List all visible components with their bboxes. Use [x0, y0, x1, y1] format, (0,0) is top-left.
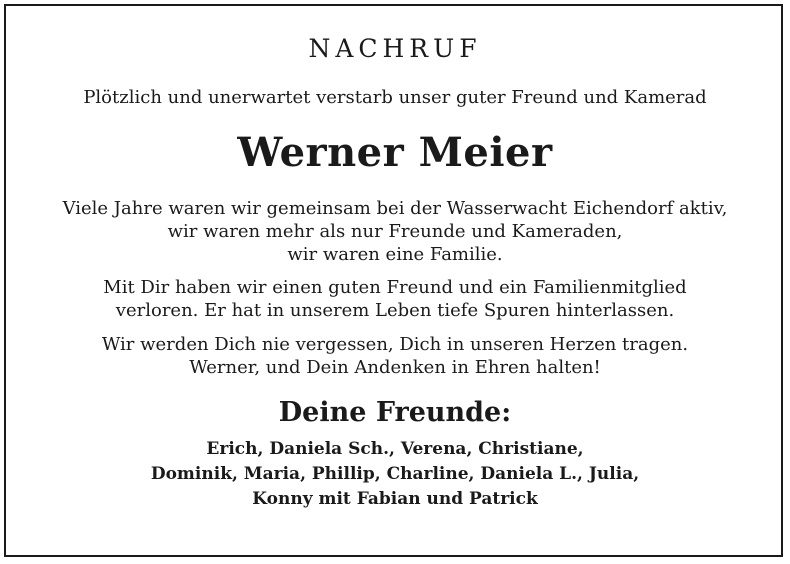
notice-heading: NACHRUF [308, 34, 482, 63]
paragraph-memories [0, 197, 790, 266]
text-line: Mit Dir haben wir einen guten Freund und ein Familienmitglied [103, 277, 687, 298]
text-line: wir waren eine Familie. [287, 244, 503, 265]
text-line: verloren. Er hat in unserem Leben tiefe Spuren hinterlassen. [115, 300, 675, 321]
friends-line: Konny mit Fabian und Patrick [252, 489, 538, 509]
text-line: Wir werden Dich nie vergessen, Dich in unseren Herzen tragen. [101, 334, 689, 355]
text-line: wir waren mehr als nur Freunde und Kameraden, [167, 221, 623, 242]
deceased-name: Werner Meier [237, 129, 553, 176]
intro-line: Plötzlich und unerwartet verstarb unser guter Freund und Kamerad [83, 87, 707, 108]
paragraph-remembrance [0, 333, 790, 379]
friends-line: Erich, Daniela Sch., Verena, Christiane, [206, 439, 584, 459]
friends-line: Dominik, Maria, Phillip, Charline, Daniela L., Julia, [150, 464, 640, 484]
friends-list [0, 437, 790, 512]
text-line: Werner, und Dein Andenken in Ehren halten! [189, 357, 601, 378]
paragraph-loss [0, 276, 790, 322]
text-line: Viele Jahre waren wir gemeinsam bei der Wasserwacht Eichendorf aktiv, [62, 198, 728, 219]
friends-title: Deine Freunde: [278, 397, 512, 428]
